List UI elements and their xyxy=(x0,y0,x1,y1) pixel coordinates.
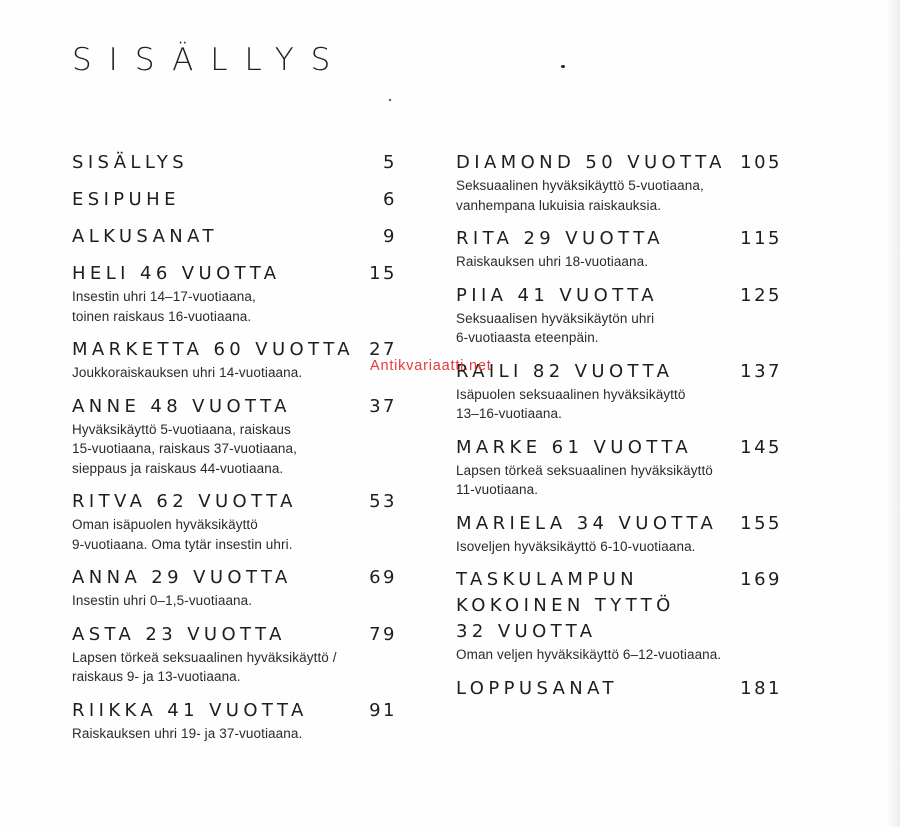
toc-entry xyxy=(72,261,397,326)
toc-entry-title: SISÄLLYS xyxy=(72,152,189,173)
toc-entry-heading xyxy=(456,359,782,385)
toc-entry-heading xyxy=(72,187,397,213)
toc-entry-title: MARKE 61 VUOTTA xyxy=(456,436,693,458)
toc-entry-description: Oman veljen hyväksikäyttö 6–12-vuotiaana. xyxy=(456,647,722,662)
toc-entry-heading xyxy=(456,567,782,645)
toc-entry-description: Insestin uhri 14–17-vuotiaana, toinen raiskaus 16-vuotiaana. xyxy=(72,289,256,324)
toc-entry-heading xyxy=(456,150,782,176)
toc-entry-heading xyxy=(72,150,397,176)
toc-entry-heading xyxy=(456,283,782,309)
toc-entry-description: Seksuaalinen hyväksikäyttö 5-vuotiaana, vanhempana lukuisia raiskauksia. xyxy=(456,178,704,213)
toc-entry xyxy=(72,394,397,479)
toc-entry xyxy=(72,224,397,250)
toc-entry-description: Isäpuolen seksuaalinen hyväksikäyttö 13–16-vuotiaana. xyxy=(456,386,686,421)
toc-right-column xyxy=(456,150,782,713)
toc-entry-title: RAILI 82 VUOTTA xyxy=(456,360,674,382)
toc-entry xyxy=(72,622,397,687)
toc-entry-heading xyxy=(456,676,782,702)
toc-entry-page-number: 169 xyxy=(740,569,782,590)
toc-entry-title: ALKUSANAT xyxy=(72,226,218,247)
toc-entry-title: ANNE 48 VUOTTA xyxy=(72,395,291,417)
toc-entry-page-number: 145 xyxy=(740,436,782,458)
toc-entry-heading xyxy=(72,489,397,515)
toc-entry-title: LOPPUSANAT xyxy=(456,677,618,699)
toc-entry-title: PIIA 41 VUOTTA xyxy=(456,284,658,306)
toc-entry-description: Insestin uhri 0–1,5-vuotiaana. xyxy=(72,593,253,608)
toc-entry-page-number: 27 xyxy=(369,339,397,360)
toc-entry-description: Lapsen törkeä seksuaalinen hyväksikäyttö / raiskaus 9- ja 13-vuotiaana. xyxy=(72,649,337,684)
toc-entry xyxy=(456,150,782,215)
toc-entry-heading xyxy=(72,224,397,250)
toc-entry-title: MARIELA 34 VUOTTA xyxy=(456,512,718,534)
toc-entry-title: HELI 46 VUOTTA xyxy=(72,263,281,284)
toc-entry-heading xyxy=(72,698,397,724)
toc-entry-description: Oman isäpuolen hyväksikäyttö 9-vuotiaana. Oma tytär insestin uhri. xyxy=(72,517,293,552)
toc-entry-title: MARKETTA 60 VUOTTA xyxy=(72,339,354,360)
toc-entry-page-number: 115 xyxy=(740,228,782,249)
print-speck xyxy=(389,99,391,101)
toc-entry-heading xyxy=(456,435,782,461)
toc-entry-description: Raiskauksen uhri 19- ja 37-vuotiaana. xyxy=(72,725,303,741)
toc-entry xyxy=(456,567,782,665)
toc-entry-page-number: 105 xyxy=(740,152,782,173)
toc-entry-page-number: 155 xyxy=(740,512,782,534)
toc-entry xyxy=(72,489,397,554)
toc-entry-title: ESIPUHE xyxy=(72,189,180,210)
watermark: Antikvariaatti.net xyxy=(370,358,492,374)
toc-entry xyxy=(72,150,397,176)
toc-entry-description: Hyväksikäyttö 5-vuotiaana, raiskaus 15-vuotiaana, raiskaus 37-vuotiaana, sieppaus ja raiskaus 44-vuotiaana. xyxy=(72,421,297,476)
toc-entry-page-number: 37 xyxy=(369,395,397,417)
toc-entry-page-number: 53 xyxy=(369,491,397,512)
toc-entry-description: Raiskauksen uhri 18-vuotiaana. xyxy=(456,254,649,269)
toc-entry-description: Seksuaalisen hyväksikäytön uhri 6-vuotiaasta eteenpäin. xyxy=(456,310,655,345)
toc-entry-page-number: 15 xyxy=(369,263,397,284)
page-edge-shadow xyxy=(886,0,900,827)
toc-left-column xyxy=(72,150,397,754)
toc-entry-title: ANNA 29 VUOTTA xyxy=(72,567,292,588)
toc-entry-heading xyxy=(456,511,782,537)
toc-entry-page-number: 79 xyxy=(369,623,397,645)
toc-entry-page-number: 137 xyxy=(740,360,782,382)
toc-entry-heading xyxy=(72,261,397,287)
toc-entry xyxy=(456,359,782,424)
page-title: SISÄLLYS xyxy=(72,42,348,78)
toc-entry-page-number: 5 xyxy=(383,152,397,173)
toc-entry-page-number: 181 xyxy=(740,677,782,699)
toc-entry-page-number: 9 xyxy=(383,226,397,247)
toc-entry-title: ASTA 23 VUOTTA xyxy=(72,623,286,645)
toc-entry-title: RIIKKA 41 VUOTTA xyxy=(72,699,308,721)
toc-entry-page-number: 91 xyxy=(369,699,397,721)
toc-entry xyxy=(456,511,782,557)
toc-entry xyxy=(72,565,397,611)
toc-entry-page-number: 125 xyxy=(740,284,782,306)
toc-entry-heading xyxy=(72,394,397,420)
toc-entry-page-number: 6 xyxy=(383,189,397,210)
toc-entry xyxy=(456,283,782,348)
print-speck xyxy=(561,65,565,68)
toc-entry-page-number: 69 xyxy=(369,567,397,588)
toc-entry-title: DIAMOND 50 VUOTTA xyxy=(456,152,726,173)
toc-entry-description: Lapsen törkeä seksuaalinen hyväksikäyttö 11-vuotiaana. xyxy=(456,462,713,497)
toc-entry-heading xyxy=(456,226,782,252)
toc-entry-heading xyxy=(72,337,397,363)
toc-entry-description: Joukkoraiskauksen uhri 14-vuotiaana. xyxy=(72,365,303,380)
toc-entry-title: RITA 29 VUOTTA xyxy=(456,228,664,249)
toc-entry xyxy=(72,187,397,213)
toc-entry xyxy=(456,226,782,272)
toc-entry-heading xyxy=(72,565,397,591)
toc-entry xyxy=(72,698,397,744)
toc-entry xyxy=(456,676,782,702)
toc-entry-title: RITVA 62 VUOTTA xyxy=(72,491,297,512)
toc-entry-description: Isoveljen hyväksikäyttö 6-10-vuotiaana. xyxy=(456,538,696,554)
toc-entry-title: TASKULAMPUN KOKOINEN TYTTÖ 32 VUOTTA xyxy=(456,569,675,642)
toc-entry xyxy=(72,337,397,383)
toc-entry xyxy=(456,435,782,500)
toc-entry-heading xyxy=(72,622,397,648)
